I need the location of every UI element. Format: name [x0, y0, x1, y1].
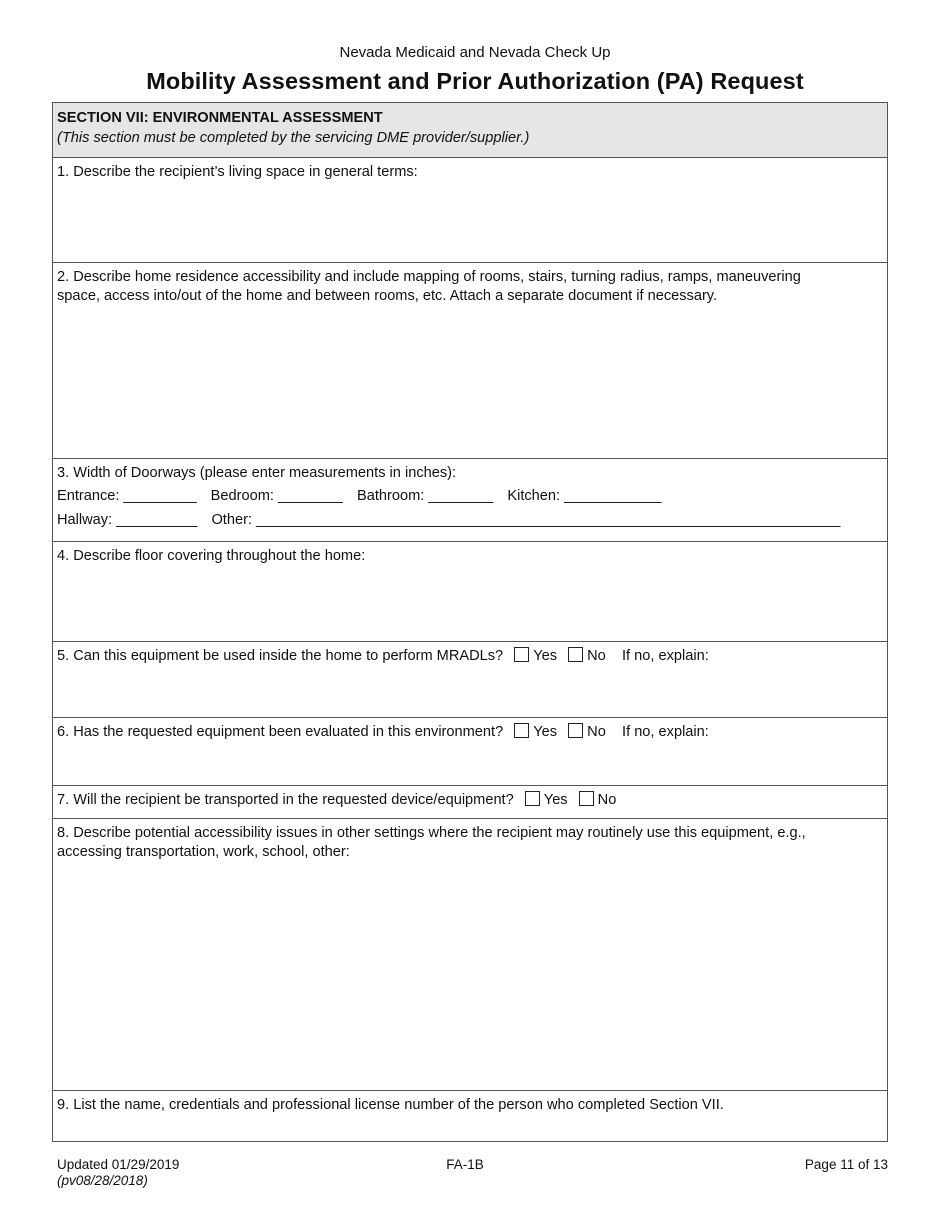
question-3-row	[53, 458, 887, 541]
form-id: FA-1B	[446, 1157, 484, 1172]
section-heading: SECTION VII: ENVIRONMENTAL ASSESSMENT	[57, 110, 383, 126]
updated-date: Updated 01/29/2019	[57, 1157, 180, 1172]
question-5-yes-label: Yes	[533, 648, 558, 664]
question-5-no-checkbox[interactable]	[568, 647, 583, 662]
question-3-label: 3. Width of Doorways (please enter measurements in inches):	[57, 465, 457, 481]
question-7-yes-checkbox[interactable]	[525, 791, 540, 806]
question-7-yes-label: Yes	[543, 792, 568, 808]
other-width-field[interactable]: Other: ________________________________________________________________________	[211, 512, 841, 528]
question-9-field[interactable]	[53, 1090, 887, 1142]
assessment-form	[52, 102, 888, 1142]
bathroom-width-field[interactable]: Bathroom: ________	[356, 488, 494, 504]
question-8-field[interactable]	[53, 818, 887, 1090]
question-5-yes-checkbox[interactable]	[514, 647, 529, 662]
entrance-width-field[interactable]: Entrance: _________	[57, 488, 197, 504]
question-8-label-line2: accessing transportation, work, school, other:	[57, 844, 350, 860]
page-number: Page 11 of 13	[804, 1157, 888, 1172]
question-6-yes-checkbox[interactable]	[514, 723, 529, 738]
section-note: (This section must be completed by the servicing DME provider/supplier.)	[57, 130, 530, 146]
question-6-row	[53, 717, 887, 785]
question-7-label: 7. Will the recipient be transported in the requested device/equipment?	[57, 792, 514, 808]
question-5-no-label: No	[587, 648, 606, 664]
question-7-no-label: No	[597, 792, 617, 808]
question-6-yes-label: Yes	[533, 724, 558, 740]
question-4-label: 4. Describe floor covering throughout the home:	[57, 548, 366, 564]
section-header	[53, 103, 887, 157]
question-1-field[interactable]	[53, 157, 887, 262]
question-6-no-label: No	[587, 724, 606, 740]
question-5-row	[53, 641, 887, 717]
question-6-explain-label: If no, explain:	[622, 724, 709, 740]
program-name: Nevada Medicaid and Nevada Check Up	[339, 44, 611, 61]
question-2-field[interactable]	[53, 262, 887, 458]
question-7-row	[53, 785, 887, 818]
question-5-explain-label: If no, explain:	[621, 648, 709, 664]
previous-version: (pv08/28/2018)	[57, 1173, 148, 1188]
question-2-label-line2: space, access into/out of the home and between rooms, etc. Attach a separate document if necessary.	[57, 288, 718, 304]
question-7-no-checkbox[interactable]	[579, 791, 594, 806]
question-4-field[interactable]	[53, 541, 887, 641]
question-1-label: 1. Describe the recipient’s living space in general terms:	[57, 164, 418, 180]
question-5-label: 5. Can this equipment be used inside the home to perform MRADLs?	[57, 648, 504, 664]
question-6-label: 6. Has the requested equipment been evaluated in this environment?	[57, 724, 504, 740]
question-2-label-line1: 2. Describe home residence accessibility and include mapping of rooms, stairs, turning radius, ramps, maneuvering	[57, 269, 801, 285]
question-9-label: 9. List the name, credentials and professional license number of the person who completed Section VII.	[57, 1097, 724, 1113]
question-8-label-line1: 8. Describe potential accessibility issues in other settings where the recipient may routinely use this equipment, e.g.,	[57, 825, 806, 841]
question-6-no-checkbox[interactable]	[568, 723, 583, 738]
bedroom-width-field[interactable]: Bedroom: ________	[210, 488, 343, 504]
hallway-width-field[interactable]: Hallway: __________	[57, 512, 198, 528]
kitchen-width-field[interactable]: Kitchen: ____________	[507, 488, 662, 504]
page-title: Mobility Assessment and Prior Authorization (PA) Request	[146, 68, 804, 94]
